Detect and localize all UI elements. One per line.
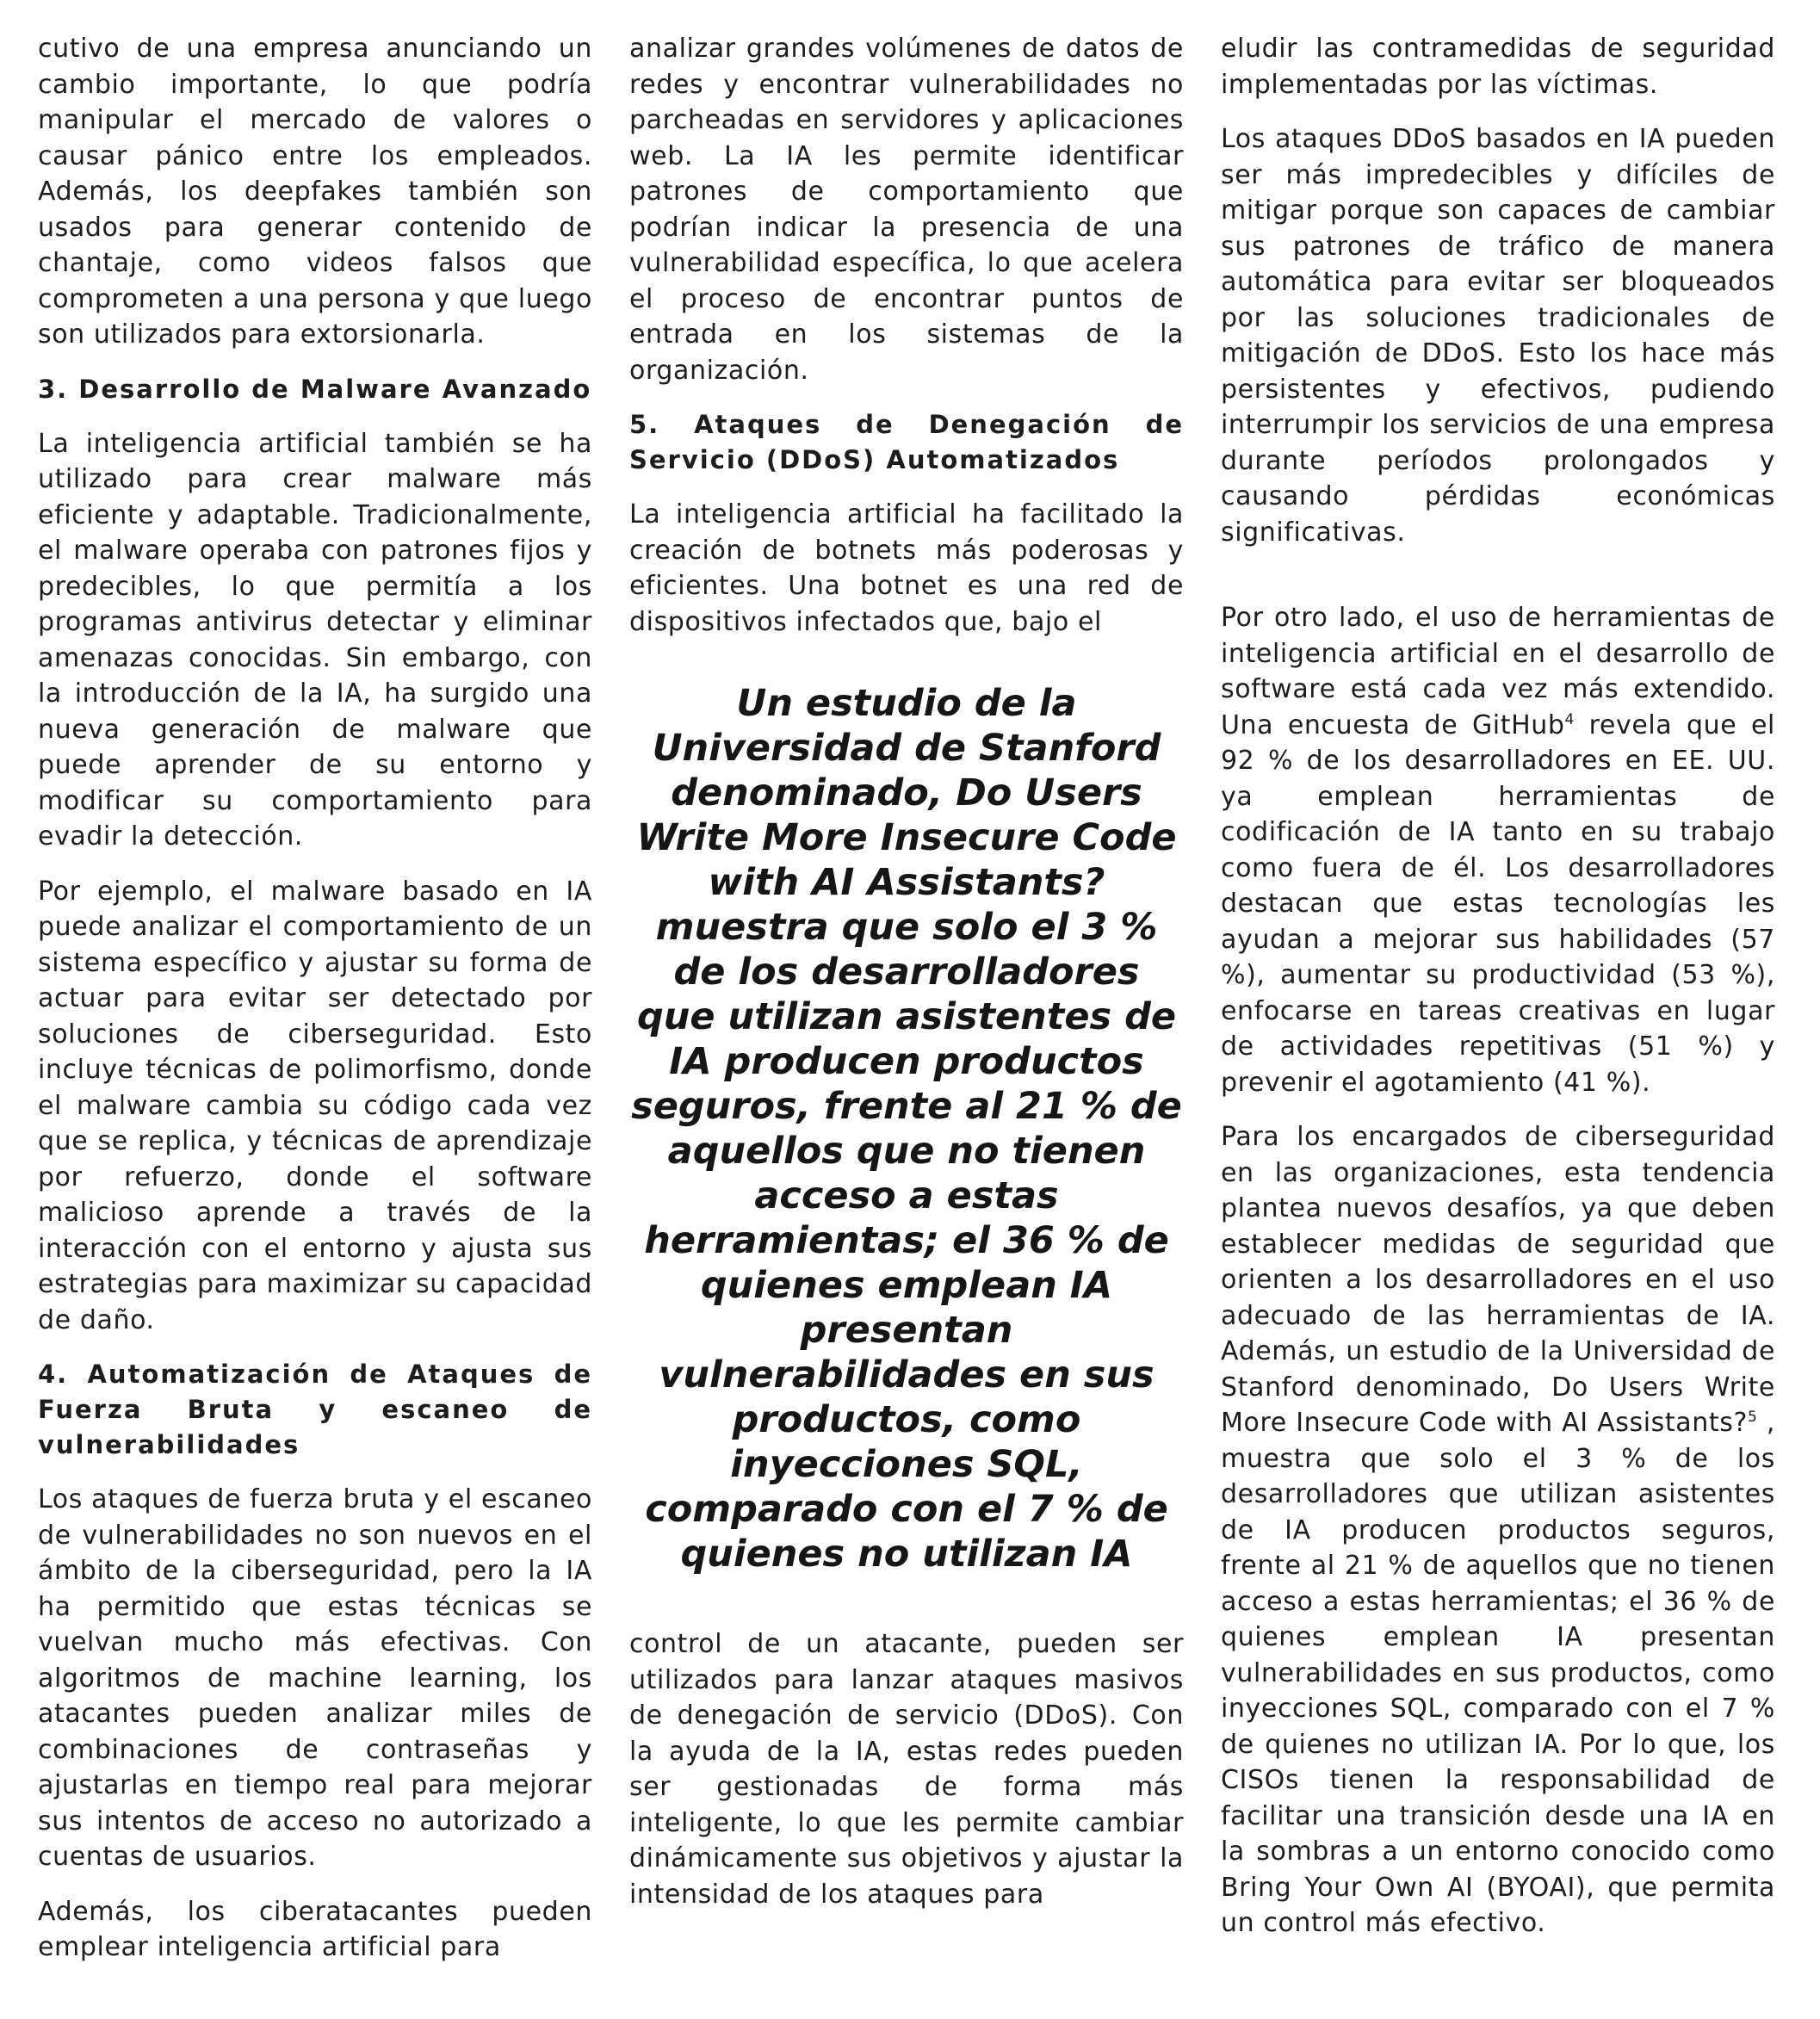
cisos-text-start: Para los encargados de ciberseguridad en las organizaciones, esta tendencia plantea nuevos desafíos, ya que deben establecer medidas de seguridad que orienten a los desarrolladores en el uso adecuado de las herramientas de IA. Además, un estudio de la Universidad de Stanford denominado, Do Users Write More Insecure Code with AI Assistants?: [1221, 1122, 1775, 1438]
cisos-text-end: , muestra que solo el 3 % de los desarrolladores que utilizan asistentes de IA producen productos seguros, frente al 21 % de aquellos que no tienen acceso a estas herramientas; el 36 % de quienes emplean IA presentan vulnerabilidades en sus productos, como inyecciones SQL, comparado con el 7 % de quienes no utilizan IA. Por lo que, los CISOs tienen la responsabilidad de facilitar una transición desde una IA en la sombras a un entorno conocido como Bring Your Own AI (BYOAI), que permita un control más efectivo.: [1221, 1408, 1775, 1938]
paragraph-contramedidas: eludir las contramedidas de seguridad implementadas por las víctimas.: [1221, 34, 1775, 100]
github-text-end: revela que el 92 % de los desarrolladores en EE. UU. ya emplean herramientas de codificación de IA tanto en su trabajo como fuera de él. Los desarrolladores destacan que estas tecnologías les ayudan a mejorar sus habilidades (57 %), aumentar su productividad (53 %), enfocarse en tareas creativas en lugar de actividades repetitivas (51 %) y prevenir el agotamiento (41 %).: [1221, 709, 1775, 1098]
column-right: [1221, 31, 1775, 1960]
pull-quote: Un estudio de la Universidad de Stanford denominado, Do Users Write More Insecure Code with AI Assistants? muestra que solo el 3 % de los desarrolladores que utilizan asistentes de IA producen productos seguros, frente al 21 % de aquellos que no tienen acceso a estas herramientas; el 36 % de quienes emplean IA presentan vulnerabilidades en sus productos, como inyecciones SQL, comparado con el 7 % de quienes no utilizan IA: [631, 682, 1182, 1576]
heading-ddos: 5. Ataques de Denegación de Servicio (DDoS) Automatizados: [629, 410, 1184, 474]
column-left: [38, 31, 592, 1985]
paragraph-ddos-ia: Los ataques DDoS basados en IA pueden ser más impredecibles y difíciles de mitigar porque son capaces de cambiar sus patrones de tráfico de manera automática para evitar ser bloqueados por las soluciones tradicionales de mitigación de DDoS. Esto los hace más persistentes y efectivos, pudiendo interrumpir los servicios de una empresa durante períodos prolongados y causando pérdidas económicas significativas.: [1221, 124, 1775, 548]
paragraph-github-encuesta: [1221, 600, 1775, 1100]
paragraph-malware-ejemplo: Por ejemplo, el malware basado en IA puede analizar el comportamiento de un sistema específico y ajustar su forma de actuar para evitar ser detectado por soluciones de ciberseguridad. Esto incluye técnicas de polimorfismo, donde el malware cambia su código cada vez que se replica, y técnicas de aprendizaje por refuerzo, donde el software malicioso aprende a través de la interacción con el entorno y ajusta sus estrategias para maximizar su capacidad de daño.: [38, 876, 592, 1335]
paragraph-fuerza-bruta: Los ataques de fuerza bruta y el escaneo de vulnerabilidades no son nuevos en el ámbito de la ciberseguridad, pero la IA ha permitido que estas técnicas se vuelvan mucho más efectivas. Con algoritmos de machine learning, los atacantes pueden analizar miles de combinaciones de contraseñas y ajustarlas en tiempo real para mejorar sus intentos de acceso no autorizado a cuentas de usuarios.: [38, 1484, 592, 1872]
heading-fuerza-bruta: 4. Automatización de Ataques de Fuerza Bruta y escaneo de vulnerabilidades: [38, 1359, 592, 1459]
paragraph-deepfakes: cutivo de una empresa anunciando un cambio importante, lo que podría manipular el mercado de valores o causar pánico entre los empleados. Además, los deepfakes también son usados para generar contenido de chantaje, como videos falsos que comprometen a una persona y que luego son utilizados para extorsionarla.: [38, 34, 592, 350]
paragraph-botnets: La inteligencia artificial ha facilitado la creación de botnets más poderosas y eficientes. Una botnet es una red de dispositivos infectados que, bajo el: [629, 499, 1184, 637]
paragraph-spacer: [1221, 569, 1775, 600]
footnote-ref-5: 5: [1748, 1409, 1758, 1426]
github-text-start: Por otro lado, el uso de herramientas de inteligencia artificial en el desarrollo de software está cada vez más extendido. Una encuesta de GitHub: [1221, 603, 1775, 740]
column-middle: [629, 31, 1184, 1931]
paragraph-cisos: [1221, 1119, 1775, 1942]
paragraph-vulnerabilidades: analizar grandes volúmenes de datos de redes y encontrar vulnerabilidades no parcheadas en servidores y aplicaciones web. La IA les permite identificar patrones de comportamiento que podrían indicar la presencia de una vulnerabilidad específica, lo que acelera el proceso de encontrar puntos de entrada en los sistemas de la organización.: [629, 34, 1184, 386]
footnote-ref-4: 4: [1564, 710, 1575, 728]
paragraph-ciberatacantes: Además, los ciberatacantes pueden emplear inteligencia artificial para: [38, 1896, 592, 1962]
paragraph-control-atacante: control de un atacante, pueden ser utilizados para lanzar ataques masivos de denegación de servicio (DDoS). Con la ayuda de la IA, estas redes pueden ser gestionadas de forma más inteligente, lo que les permite cambiar dinámicamente sus objetivos y ajustar la intensidad de los ataques para: [629, 1629, 1184, 1910]
paragraph-malware-intro: La inteligencia artificial también se ha utilizado para crear malware más eficiente y adaptable. Tradicionalmente, el malware operaba con patrones fijos y predecibles, lo que permitía a los programas antivirus detectar y eliminar amenazas conocidas. Sin embargo, con la introducción de la IA, ha surgido una nueva generación de malware que puede aprender de su entorno y modificar su comportamiento para evadir la detección.: [38, 428, 592, 852]
heading-malware-avanzado: 3. Desarrollo de Malware Avanzado: [38, 374, 592, 404]
